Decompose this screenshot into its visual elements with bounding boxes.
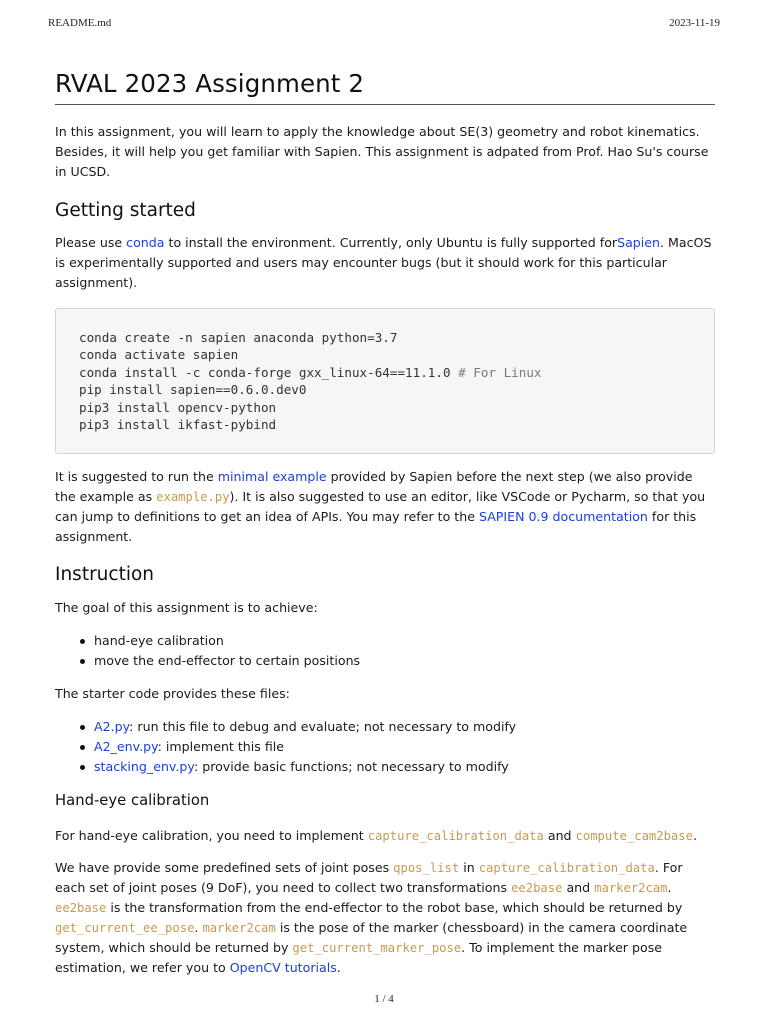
a2-env-py-link[interactable]: A2_env.py <box>94 739 158 755</box>
a2-py-link[interactable]: A2.py <box>94 719 130 735</box>
list-item: stacking_env.py: provide basic functions; not necessary to modify <box>80 757 715 777</box>
qpos-list-code: qpos_list <box>393 861 460 876</box>
sapien-link[interactable]: Sapien <box>617 235 661 250</box>
sapien-docs-link[interactable]: SAPIEN 0.9 documentation <box>478 509 648 525</box>
code-line: conda create -n sapien anaconda python=3.7 <box>79 330 398 345</box>
suggestion-paragraph: It is suggested to run the minimal example provided by Sapien before the next step (we also provide the example as example.py). It is also suggested to use an editor, like VSCode or Pycharm, so that you can jump to definitions to get an idea of APIs. You may refer to the SAPIEN 0.9 documentation for this assignment. <box>55 469 706 545</box>
get-current-marker-pose-code: get_current_marker_pose <box>292 941 462 956</box>
code-line: pip install sapien==0.6.0.dev0 <box>79 382 307 398</box>
minimal-example-link[interactable]: minimal example <box>217 469 327 485</box>
capture-calibration-data-code: capture_calibration_data <box>367 829 544 844</box>
compute-cam2base-code: compute_cam2base <box>575 829 693 844</box>
joint-poses-paragraph: We have provide some predefined sets of joint poses qpos_list in capture_calibration_data. For each set of joint poses (9 DoF), you need to collect two transformations ee2base and marker2cam. ee2base is the transformation from the end-effector to the robot base, which should be returned by get_current_ee_pose. marker2cam is the pose of the marker (chessboard) in the camera coordinate system, which should be returned by get_current_marker_pose. To implement the marker pose estimation, we refer you to OpenCV tutorials. <box>55 860 688 976</box>
ee2base-code: ee2base <box>511 881 563 896</box>
marker2cam-code: marker2cam <box>202 921 276 936</box>
hand-eye-paragraph: For hand-eye calibration, you need to implement capture_calibration_data and compute_cam2base. <box>55 828 697 844</box>
opencv-tutorials-link[interactable]: OpenCV tutorials <box>229 960 337 976</box>
list-item: A2.py: run this file to debug and evaluate; not necessary to modify <box>80 717 715 737</box>
list-item: move the end-effector to certain positions <box>80 651 715 671</box>
code-line: pip3 install ikfast-pybind <box>79 416 277 432</box>
code-line: conda activate sapien <box>79 347 239 363</box>
code-line: pip3 install opencv-python <box>79 399 277 415</box>
capture-calibration-data-code: capture_calibration_data <box>478 861 655 876</box>
conda-link[interactable]: conda <box>126 235 165 250</box>
page-number: 1 / 4 <box>374 993 394 1005</box>
heading-getting-started: Getting started <box>55 200 196 221</box>
goal-list <box>80 631 715 671</box>
list-item: A2_env.py: implement this file <box>80 737 715 757</box>
intro-paragraph: In this assignment, you will learn to apply the knowledge about SE(3) geometry and robot kinematics. Besides, it will help you get familiar with Sapien. This assignment is adpated from Prof. Hao Su's course in UCSD. <box>55 124 709 179</box>
page-title: RVAL 2023 Assignment 2 <box>55 68 715 105</box>
install-code-block <box>55 308 715 454</box>
goal-paragraph: The goal of this assignment is to achieve: <box>55 600 318 616</box>
list-item: hand-eye calibration <box>80 631 715 651</box>
heading-hand-eye-calibration: Hand-eye calibration <box>55 792 210 810</box>
print-header-filename: README.md <box>48 17 112 29</box>
files-list <box>80 717 715 777</box>
install-paragraph: Please use conda to install the environment. Currently, only Ubuntu is fully supported forSapien. MacOS is experimentally supported and users may encounter bugs (but it should work for this particular assignment). <box>55 235 712 290</box>
code-line: conda install -c conda-forge gxx_linux-64==11.1.0 # For Linux <box>79 364 542 380</box>
print-header-date: 2023-11-19 <box>669 17 720 29</box>
get-current-ee-pose-code: get_current_ee_pose <box>55 921 195 936</box>
stacking-env-py-link[interactable]: stacking_env.py <box>94 759 194 775</box>
code-comment: # For Linux <box>458 364 542 380</box>
marker2cam-code: marker2cam <box>594 881 668 896</box>
heading-instruction: Instruction <box>55 564 155 586</box>
document-body <box>55 68 715 978</box>
example-py-code: example.py <box>156 490 230 505</box>
print-header <box>48 17 720 31</box>
starter-paragraph: The starter code provides these files: <box>55 686 290 702</box>
ee2base-code: ee2base <box>55 901 107 916</box>
